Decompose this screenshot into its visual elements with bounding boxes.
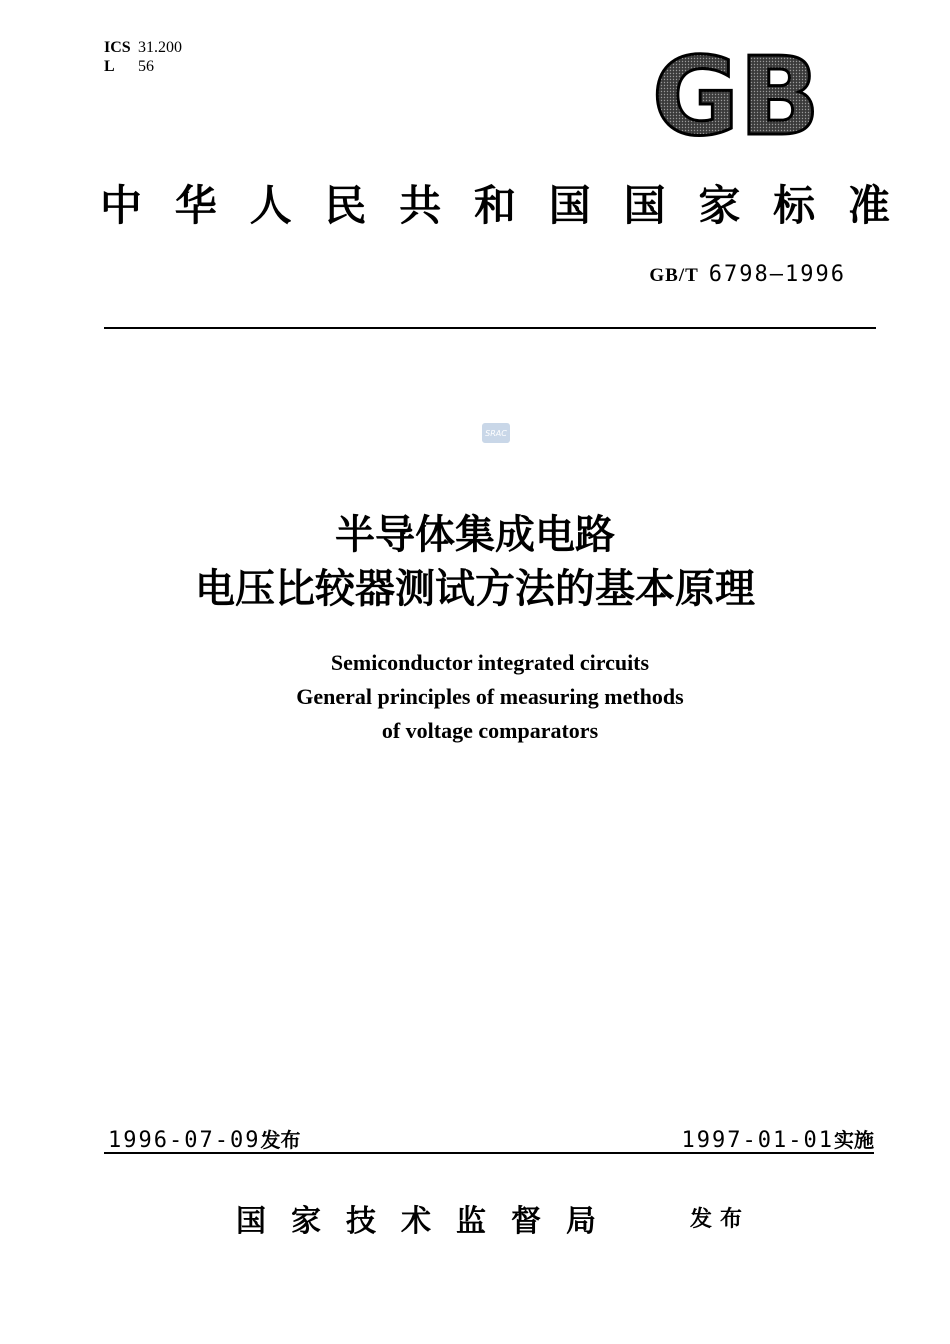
effective-date-value: 1997-01-01: [681, 1128, 834, 1153]
publish-label: 发布: [690, 1207, 751, 1232]
standard-title-char: 华: [174, 181, 217, 230]
standard-number: [649, 262, 846, 287]
standard-title-char: 中: [100, 181, 143, 230]
gb-logo: [648, 48, 824, 144]
standard-title-char: 准: [847, 181, 890, 230]
standard-title-char: 和: [473, 181, 516, 230]
issuing-authority: 国家技术监督局: [236, 1204, 621, 1239]
chinese-title: [0, 508, 950, 616]
top-divider: [104, 327, 876, 329]
ics-label: ICS: [104, 39, 131, 56]
standard-title-char: 共: [399, 181, 442, 230]
english-title: [0, 646, 950, 748]
standard-category-title: [100, 172, 890, 234]
english-title-line-1: Semiconductor integrated circuits: [330, 650, 650, 675]
issue-date: [108, 1124, 300, 1153]
l-label: L: [104, 58, 115, 75]
ics-value: 31.200: [138, 39, 182, 56]
effective-date: [682, 1124, 874, 1153]
english-title-line-2: General principles of measuring methods: [296, 684, 684, 709]
issue-label: 发布: [260, 1128, 301, 1152]
standard-title-char: 国: [623, 181, 666, 230]
standard-prefix: GB/T: [649, 265, 699, 286]
standard-number-value: 6798—1996: [708, 262, 846, 287]
chinese-title-line-1: 半导体集成电路: [335, 512, 615, 558]
standard-title-char: 标: [773, 181, 816, 230]
l-value: 56: [138, 58, 154, 75]
standard-title-char: 人: [249, 181, 292, 230]
english-title-line-3: of voltage comparators: [381, 718, 599, 743]
ics-classification: [104, 38, 182, 76]
bottom-divider: [104, 1152, 874, 1154]
standard-title-char: 家: [698, 181, 741, 230]
standard-title-char: 国: [548, 181, 591, 230]
ics-line: [104, 38, 182, 57]
l-line: [104, 57, 182, 76]
gb-logo-text: GB: [652, 48, 820, 144]
issue-date-value: 1996-07-09: [108, 1128, 261, 1153]
chinese-title-line-2: 电压比较器测试方法的基本原理: [195, 566, 755, 612]
standard-title-char: 民: [324, 181, 367, 230]
srac-watermark: SRAC: [482, 423, 510, 443]
effective-label: 实施: [834, 1128, 874, 1152]
